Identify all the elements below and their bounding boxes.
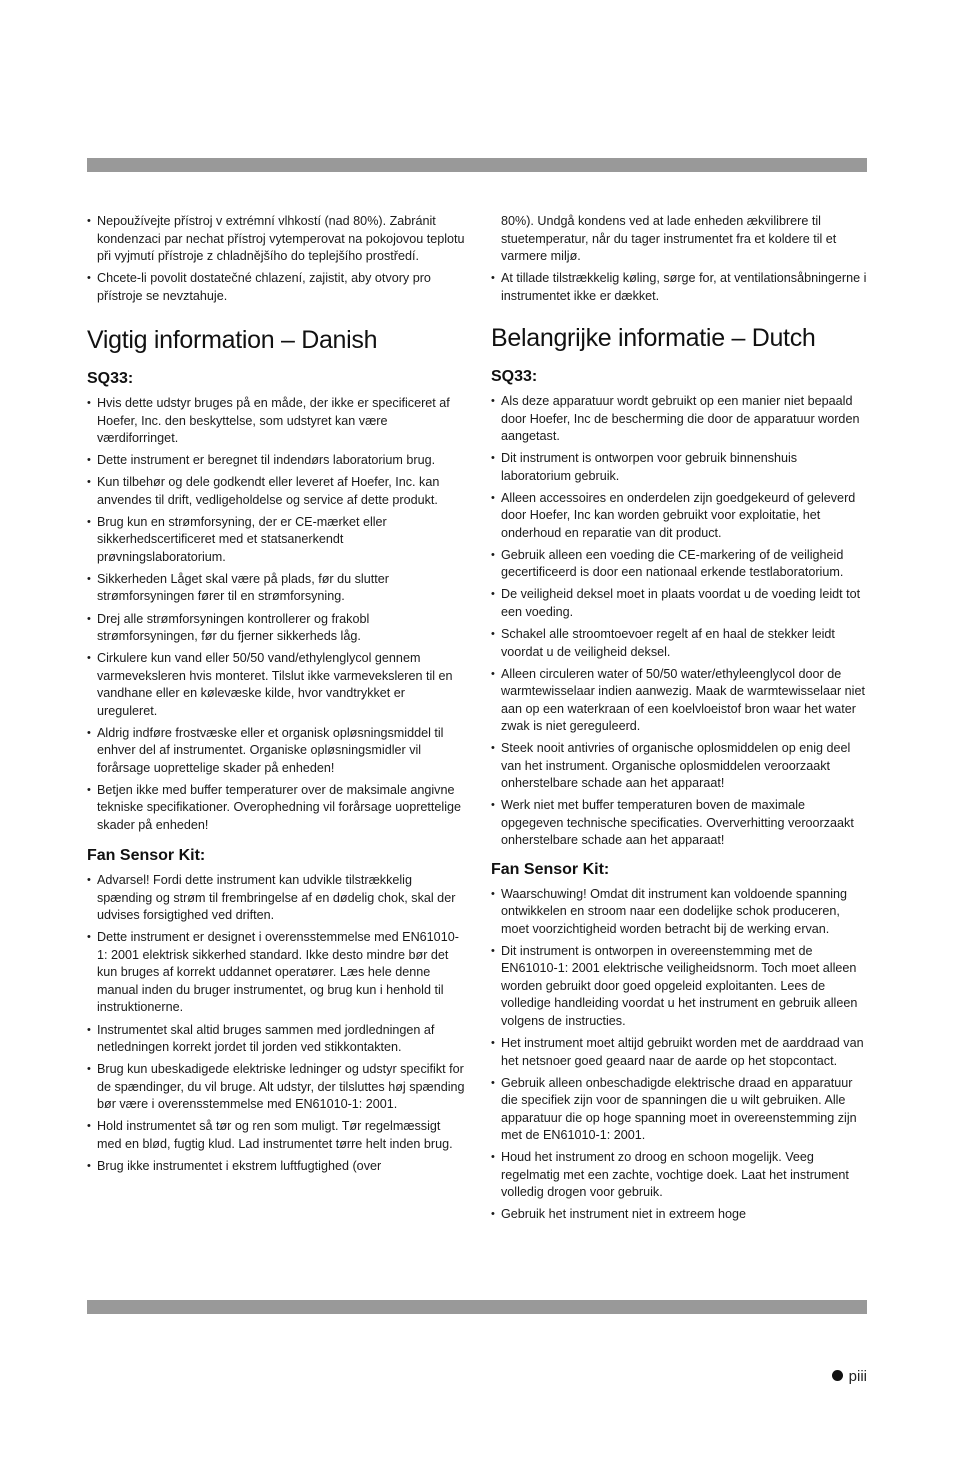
right-column <box>491 213 867 1228</box>
dutch-sq33-heading: SQ33: <box>491 368 538 386</box>
list-item: • Hvis dette udstyr bruges på en måde, der ikke er specificeret af Hoefer, Inc. den beskyttelse, som udstyret kan være værdiforringet. <box>87 395 465 448</box>
list-item: • Gebruik het instrument niet in extreem hoge <box>491 1206 867 1224</box>
danish-sq33-heading: SQ33: <box>87 370 134 388</box>
dutch-section-title: Belangrijke informatie – Dutch <box>491 324 816 353</box>
list-item: • Dette instrument er beregnet til indendørs laboratorium brug. <box>87 452 465 470</box>
list-item: • Brug kun ubeskadigede elektriske ledninger og udstyr specifikt for de spændinger, du vil bruge. Alt udstyr, der tilsluttes høj spænding bør være i overensstemmelse med EN61010-1: 2001. <box>87 1061 465 1114</box>
list-item: • At tillade tilstrækkelig køling, sørge for, at ventilationsåbningerne i instrumentet ikke er dækket. <box>491 270 867 305</box>
dutch-sq33-list <box>491 393 867 850</box>
danish-fan-heading: Fan Sensor Kit: <box>87 847 206 865</box>
list-item: • Cirkulere kun vand eller 50/50 vand/ethylenglycol gennem varmeveksleren hvis monteret. Tilslut ikke varmeveksleren til en vandhane eller en kølevæske kilde, hvor vandtrykket er ureguleret. <box>87 650 465 720</box>
danish-sq33-list <box>87 395 465 834</box>
list-item: • Aldrig indføre frostvæske eller et organisk opløsningsmiddel til enhver del af instrumentet. Organiske opløsningsmidler vil forårsage uoprettelige skader på enheden! <box>87 725 465 778</box>
list-item: • Als deze apparatuur wordt gebruikt op een manier niet bepaald door Hoefer, Inc de bescherming die door de apparatuur worden aangetast. <box>491 393 867 446</box>
list-item: • Het instrument moet altijd gebruikt worden met de aarddraad van het netsnoer goed geaard naar de aarde op het stopcontact. <box>491 1035 867 1070</box>
czech-tail-list <box>87 213 465 305</box>
list-item: • Alleen accessoires en onderdelen zijn goedgekeurd of geleverd door Hoefer, Inc kan worden gebruikt voor exploitatie, het onderhoud en reparatie van dit product. <box>491 490 867 543</box>
list-item: • Gebruik alleen een voeding die CE-markering of de veiligheid gecertificeerd is door een nationaal erkende testlaboratorium. <box>491 547 867 582</box>
list-item: • Hold instrumentet så tør og ren som muligt. Tør regelmæssigt med en blød, fugtig klud. Lad instrumentet tørre helt inden brug. <box>87 1118 465 1153</box>
list-item: • Steek nooit antivries of organische oplosmiddelen op enig deel van het instrument. Organische oplosmiddelen veroorzaakt onherstelbare schade aan het apparaat! <box>491 740 867 793</box>
list-item: • Houd het instrument zo droog en schoon mogelijk. Veeg regelmatig met een zachte, vochtige doek. Laat het instrument volledig drogen voor gebruik. <box>491 1149 867 1202</box>
dutch-fan-list <box>491 886 867 1224</box>
danish-fan-list <box>87 872 465 1175</box>
left-column <box>87 213 465 1180</box>
list-item: • Instrumentet skal altid bruges sammen med jordledningen af netledningen korrekt jordet til jorden ved stikkontakten. <box>87 1022 465 1057</box>
list-item: • Schakel alle stroomtoevoer regelt af en haal de stekker leidt voordat u de veiligheid deksel. <box>491 626 867 661</box>
list-item: • Alleen circuleren water of 50/50 water/ethyleenglycol door de warmtewisselaar indien aanwezig. Maak de warmtewisselaar niet aan op een waterkraan of een koelvloeistof bron waar het water zwak is niet gereguleerd. <box>491 666 867 736</box>
page-footer <box>832 1368 867 1385</box>
list-item: • Dette instrument er designet i overensstemmelse med EN61010-1: 2001 elektrisk sikkerhed standard. Ikke desto mindre bør det kun bruges af korrekt uddannet operatører. Læs hele denne manual inden du bruger instrumentet, og brug kun i henhold til instruktionerne. <box>87 929 465 1017</box>
list-item: • Advarsel! Fordi dette instrument kan udvikle tilstrækkelig spænding og strøm til frembringelse af en dødelig chok, skal der udvises forsigtighed ved driften. <box>87 872 465 925</box>
list-item: • Nepoužívejte přístroj v extrémní vlhkostí (nad 80%). Zabránit kondenzaci par nechat přístroj vytemperovat na pokojovou teplotu při vyjmutí přístroje z chladnějšího do teplejšího prostředí. <box>87 213 465 266</box>
danish-section-title: Vigtig information – Danish <box>87 326 378 355</box>
list-item: • Chcete-li povolit dostatečné chlazení, zajistit, aby otvory pro přístroje se nevztahuje. <box>87 270 465 305</box>
list-item: • Drej alle strømforsyningen kontrollerer og frakobl strømforsyningen, før du fjerner sikkerheds låg. <box>87 611 465 646</box>
header-rule <box>87 158 867 172</box>
list-item: • Werk niet met buffer temperaturen boven de maximale opgegeven technische specificaties. Oververhitting veroorzaakt onherstelbare schade aan het apparaat! <box>491 797 867 850</box>
list-item: • De veiligheid deksel moet in plaats voordat u de voeding leidt tot een voeding. <box>491 586 867 621</box>
footer-rule <box>87 1300 867 1314</box>
list-item: • Sikkerheden Låget skal være på plads, før du slutter strømforsyningen fører til en strømforsyning. <box>87 571 465 606</box>
list-item-continued: 80%). Undgå kondens ved at lade enheden ækvilibrere til stuetemperatur, når du tager instrumentet fra et koldere til et varmere miljø. <box>501 214 837 263</box>
list-item: • Kun tilbehør og dele godkendt eller leveret af Hoefer, Inc. kan anvendes til drift, vedligeholdelse og service af dette produkt. <box>87 474 465 509</box>
dutch-fan-heading: Fan Sensor Kit: <box>491 860 610 878</box>
page-number: piii <box>848 1368 867 1385</box>
bullet-dot-icon <box>832 1370 843 1381</box>
list-item: • Gebruik alleen onbeschadigde elektrische draad en apparatuur die specifiek zijn voor de spanningen die u wilt gebruiken. Alle apparatuur die op hoge spanning moet in overeenstemming zijn met de EN61010-1: 2001. <box>491 1075 867 1145</box>
list-item: • Waarschuwing! Omdat dit instrument kan voldoende spanning ontwikkelen en stroom naar een dodelijke schok produceren, moet voorzichtigheid worden betracht bij de werking ervan. <box>491 886 867 939</box>
list-item: • Dit instrument is ontworpen in overeenstemming met de EN61010-1: 2001 elektrische veiligheidsnorm. Toch moet alleen worden gebruikt door goed opgeleid exploitanten. Lees de volledige handleiding voordat u het instrument en gebruik alleen volgens de instructies. <box>491 943 867 1031</box>
list-item: • Brug kun en strømforsyning, der er CE-mærket eller sikkerhedscertificeret med et statsanerkendt prøvningslaboratorium. <box>87 514 465 567</box>
danish-continued-list <box>491 213 867 305</box>
list-item: • Betjen ikke med buffer temperaturer over de maksimale angivne tekniske specifikationer. Overophedning vil forårsage uoprettelige skader på enheden! <box>87 782 465 835</box>
list-item: • Brug ikke instrumentet i ekstrem luftfugtighed (over <box>87 1158 465 1176</box>
list-item: • Dit instrument is ontworpen voor gebruik binnenshuis laboratorium gebruik. <box>491 450 867 485</box>
